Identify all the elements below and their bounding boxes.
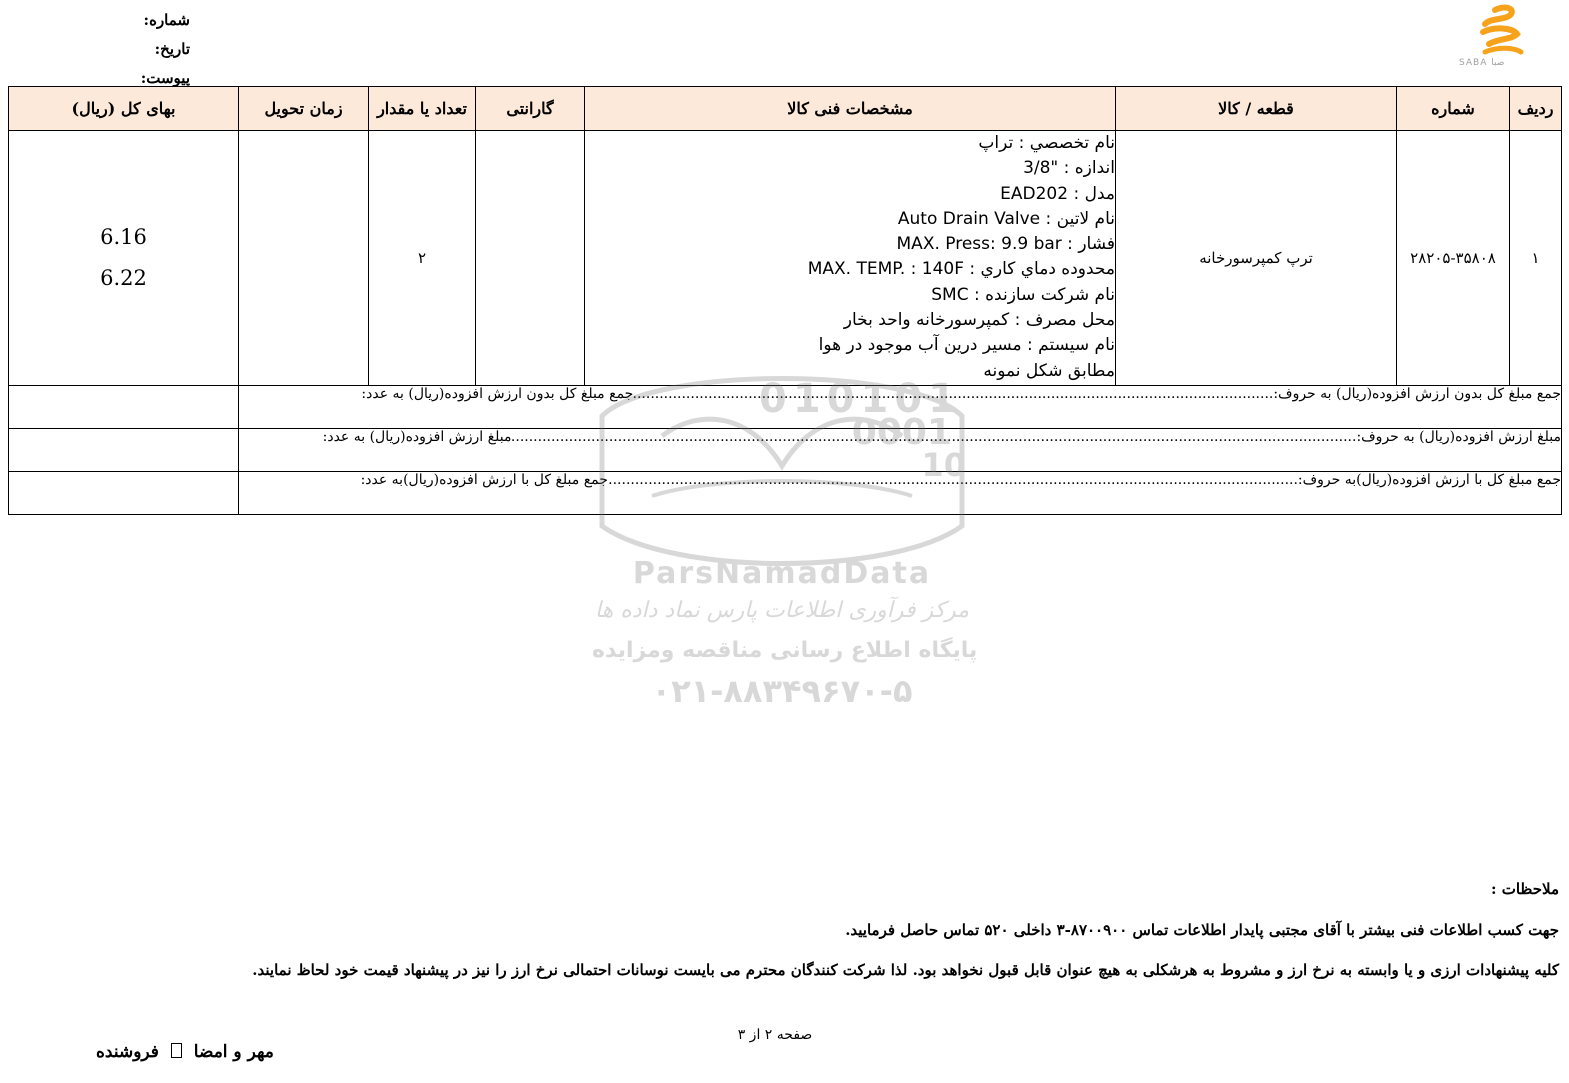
date-label: تاریخ:	[154, 40, 190, 58]
col-header-warranty: گارانتی	[476, 87, 585, 131]
spec-line: مطابق شکل نمونه	[983, 360, 1115, 381]
spec-line: نام لاتين : Auto Drain Valve	[897, 208, 1115, 229]
attachment-label: پیوست:	[140, 69, 190, 87]
checkbox-icon	[171, 1043, 182, 1058]
company-logo	[1455, 4, 1547, 76]
price-line: 6.22	[100, 266, 147, 290]
spec-line: محدوده دماي کاري : MAX. TEMP. : 140F	[807, 259, 1115, 280]
watermark-line: مرکز فرآوری اطلاعات پارس نماد داده ها	[594, 598, 970, 623]
logo-text: SABA صبا	[1459, 58, 1505, 68]
price-cell	[9, 131, 239, 386]
items-table	[8, 86, 1562, 515]
total-words-label: جمع مبلغ کل با ارزش افزوده(ریال)به حروف:	[1297, 472, 1561, 488]
col-header-number: شماره	[1397, 87, 1510, 131]
summary-row-subtotal	[9, 386, 1562, 429]
summary-text-cell	[239, 386, 1562, 429]
spec-line: محل مصرف : کمپرسورخانه واحد بخار	[843, 310, 1115, 331]
summary-row-vat	[9, 429, 1562, 472]
watermark-brand: ParsNamadData	[632, 556, 932, 591]
price-line: 6.16	[100, 225, 147, 249]
notes-line: جهت کسب اطلاعات فنی بیشتر با آقای مجتبی پایدار اطلاعات تماس ۸۷۰۰۹۰۰-۳ داخلی ۵۲۰ تماس حاصل فرمایید.	[845, 921, 1559, 939]
watermark-digits: 10	[921, 446, 966, 484]
stamp-label: مهر و امضا	[193, 1042, 274, 1062]
summary-row-total	[9, 472, 1562, 515]
seller-label: فروشنده	[96, 1042, 159, 1062]
notes-line: کلیه پیشنهادات ارزی و یا وابسته به نرخ ارز و مشروط به هرشکلی به هیچ عنوان قابل قبول نخواهد بود. لذا شرکت کنندگان محترم می بایست نوسانات احتمالی نرخ ارز را نیز در پیشنهاد قیمت خود لحاظ نمایند.	[252, 961, 1559, 979]
spec-line: فشار : MAX. Press: 9.9 bar	[896, 234, 1115, 255]
watermark-line: پایگاه اطلاع رسانی مناقصه ومزایده	[592, 638, 978, 663]
vat-digits-label: مبلغ ارزش افزوده(ریال) به عدد:	[322, 429, 512, 445]
col-header-quantity: تعداد یا مقدار	[369, 87, 476, 131]
col-header-row-no: ردیف	[1510, 87, 1562, 131]
row-number-cell: ۱	[1510, 131, 1562, 386]
dotted-leader	[633, 386, 1273, 402]
summary-text-cell	[239, 472, 1562, 515]
watermark-digits: 010101	[759, 376, 962, 422]
dotted-leader	[511, 429, 1356, 445]
spec-line: اندازه : "3/8	[1023, 158, 1115, 179]
spec-line: نام تخصصي : تراپ	[978, 133, 1115, 153]
total-digits-label: جمع مبلغ کل با ارزش افزوده(ریال)به عدد:	[360, 472, 608, 488]
notes-title: ملاحظات :	[1490, 880, 1559, 898]
col-header-specs: مشخصات فنی کالا	[585, 87, 1116, 131]
item-code-cell: ۲۸۲۰۵-۳۵۸۰۸	[1397, 131, 1510, 386]
spec-line: نام شرکت سازنده : SMC	[931, 284, 1115, 305]
summary-value-cell	[9, 472, 239, 515]
table-row	[9, 131, 1562, 386]
table-header-row	[9, 87, 1562, 131]
warranty-cell	[476, 131, 585, 386]
quantity-cell: ۲	[369, 131, 476, 386]
page-number: صفحه ۲ از ۳	[737, 1027, 813, 1043]
summary-value-cell	[9, 429, 239, 472]
col-header-price: بهای کل (ریال)	[9, 87, 239, 131]
signature-block	[96, 1042, 274, 1062]
dotted-leader	[608, 472, 1298, 488]
col-header-delivery: زمان تحویل	[239, 87, 369, 131]
item-name-cell: ترپ کمپرسورخانه	[1116, 131, 1397, 386]
watermark-phone: ۰۲۱-۸۸۳۴۹۶۷۰-۵	[651, 672, 913, 710]
number-label: شماره:	[143, 11, 190, 29]
vat-words-label: مبلغ ارزش افزوده(ریال) به حروف:	[1356, 429, 1561, 445]
specs-cell	[585, 131, 1116, 386]
subtotal-digits-label: جمع مبلغ کل بدون ارزش افزوده(ریال) به عدد:	[361, 386, 634, 402]
saba-logo-icon	[1455, 4, 1547, 60]
summary-value-cell	[9, 386, 239, 429]
spec-line: نام سيستم : مسير درين آب موجود در هوا	[818, 335, 1115, 356]
col-header-item: قطعه / کالا	[1116, 87, 1397, 131]
spec-line: مدل : EAD202	[1000, 183, 1115, 204]
watermark-digits: 0001	[851, 412, 952, 453]
document-header-fields	[100, 6, 190, 93]
subtotal-words-label: جمع مبلغ کل بدون ارزش افزوده(ریال) به حروف:	[1273, 386, 1561, 402]
delivery-cell	[239, 131, 369, 386]
summary-text-cell	[239, 429, 1562, 472]
